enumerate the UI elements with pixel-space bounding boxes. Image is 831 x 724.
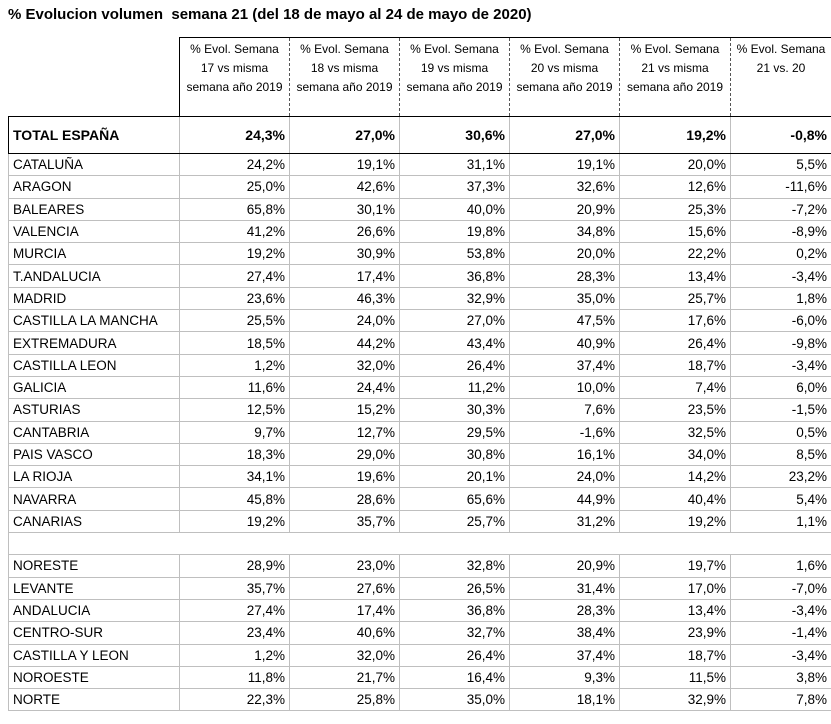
region-row-label: CATALUÑA [9, 154, 180, 176]
region-row-label: PAIS VASCO [9, 443, 180, 465]
table-cell: 65,8% [180, 198, 290, 220]
table-cell: 26,4% [400, 644, 510, 666]
region-row-label: LA RIOJA [9, 466, 180, 488]
region-row-label: CANARIAS [9, 510, 180, 532]
table-cell: 5,4% [731, 488, 831, 510]
table-cell: 53,8% [400, 243, 510, 265]
header-week-17: % Evol. Semana 17 vs misma semana año 2019 [180, 38, 290, 117]
table-cell: 45,8% [180, 488, 290, 510]
table-cell: 44,9% [510, 488, 620, 510]
header-corner [9, 38, 180, 117]
table-cell: 19,8% [400, 220, 510, 242]
total-value: 24,3% [180, 117, 290, 154]
table-cell: 35,7% [290, 510, 400, 532]
region-row-label: BALEARES [9, 198, 180, 220]
spacer-cell [620, 533, 731, 555]
zone-row-label: NORTE [9, 689, 180, 711]
table-cell: 1,1% [731, 510, 831, 532]
table-cell: 24,2% [180, 154, 290, 176]
table-cell: 0,2% [731, 243, 831, 265]
table-cell: 31,4% [510, 577, 620, 599]
table-cell: 12,5% [180, 399, 290, 421]
table-cell: 31,1% [400, 154, 510, 176]
table-cell: 26,4% [400, 354, 510, 376]
table-cell: 19,1% [290, 154, 400, 176]
table-cell: 18,7% [620, 644, 731, 666]
region-row [9, 354, 831, 376]
table-cell: 6,0% [731, 376, 831, 398]
table-cell: 44,2% [290, 332, 400, 354]
table-cell: 19,6% [290, 466, 400, 488]
table-cell: 22,2% [620, 243, 731, 265]
table-cell: 26,5% [400, 577, 510, 599]
total-value: 27,0% [290, 117, 400, 154]
table-cell: 25,3% [620, 198, 731, 220]
table-cell: 35,7% [180, 577, 290, 599]
region-row-label: MURCIA [9, 243, 180, 265]
table-cell: 9,3% [510, 666, 620, 688]
table-cell: 11,2% [400, 376, 510, 398]
table-cell: 18,5% [180, 332, 290, 354]
table-cell: 23,5% [620, 399, 731, 421]
table-cell: 3,8% [731, 666, 831, 688]
table-cell: 27,4% [180, 265, 290, 287]
region-row [9, 466, 831, 488]
region-row [9, 488, 831, 510]
page-title: % Evolucion volumen semana 21 (del 18 de mayo al 24 de mayo de 2020) [8, 6, 532, 23]
table-cell: 46,3% [290, 287, 400, 309]
spacer-cell [180, 533, 290, 555]
table-cell: 29,5% [400, 421, 510, 443]
table-cell: 32,8% [400, 555, 510, 577]
table-cell: 1,6% [731, 555, 831, 577]
header-week-19: % Evol. Semana 19 vs misma semana año 2019 [400, 38, 510, 117]
table-cell: 42,6% [290, 176, 400, 198]
table-cell: 23,0% [290, 555, 400, 577]
table-cell: 17,4% [290, 265, 400, 287]
table-cell: 35,0% [510, 287, 620, 309]
region-row [9, 154, 831, 176]
table-cell: 19,2% [620, 510, 731, 532]
spacer-cell [731, 533, 831, 555]
spacer-cell [9, 533, 180, 555]
total-row [9, 117, 831, 154]
table-cell: 18,1% [510, 689, 620, 711]
zone-row [9, 599, 831, 621]
table-cell: 10,0% [510, 376, 620, 398]
zone-row-label: CASTILLA Y LEON [9, 644, 180, 666]
table-cell: 20,0% [620, 154, 731, 176]
zone-row [9, 577, 831, 599]
table-cell: 25,7% [620, 287, 731, 309]
table-cell: 20,9% [510, 555, 620, 577]
table-cell: 5,5% [731, 154, 831, 176]
table-cell: 9,7% [180, 421, 290, 443]
region-row [9, 399, 831, 421]
table-cell: 25,8% [290, 689, 400, 711]
table-cell: 13,4% [620, 265, 731, 287]
table-cell: 1,8% [731, 287, 831, 309]
region-row-label: CASTILLA LA MANCHA [9, 310, 180, 332]
table-cell: 1,2% [180, 354, 290, 376]
total-value: 30,6% [400, 117, 510, 154]
table-cell: 32,9% [620, 689, 731, 711]
table-cell: 30,9% [290, 243, 400, 265]
table-cell: -1,4% [731, 622, 831, 644]
table-cell: -11,6% [731, 176, 831, 198]
zone-row [9, 666, 831, 688]
region-row [9, 510, 831, 532]
table-cell: 23,2% [731, 466, 831, 488]
table-cell: 7,8% [731, 689, 831, 711]
table-cell: 35,0% [400, 689, 510, 711]
spacer-cell [510, 533, 620, 555]
table-cell: 27,6% [290, 577, 400, 599]
table-cell: -6,0% [731, 310, 831, 332]
table-cell: 25,0% [180, 176, 290, 198]
table-cell: 28,3% [510, 265, 620, 287]
region-row-label: ARAGON [9, 176, 180, 198]
table-cell: 32,0% [290, 354, 400, 376]
total-label: TOTAL ESPAÑA [9, 117, 180, 154]
table-cell: 47,5% [510, 310, 620, 332]
table-cell: 7,6% [510, 399, 620, 421]
zone-row-label: LEVANTE [9, 577, 180, 599]
table-cell: 32,6% [510, 176, 620, 198]
region-row [9, 176, 831, 198]
table-cell: -1,6% [510, 421, 620, 443]
table-cell: -3,4% [731, 599, 831, 621]
table-cell: 30,8% [400, 443, 510, 465]
table-cell: 1,2% [180, 644, 290, 666]
table-cell: 20,1% [400, 466, 510, 488]
table-cell: 40,4% [620, 488, 731, 510]
table-cell: 23,4% [180, 622, 290, 644]
table-cell: 65,6% [400, 488, 510, 510]
table-cell: 41,2% [180, 220, 290, 242]
table-cell: 19,1% [510, 154, 620, 176]
table-cell: 29,0% [290, 443, 400, 465]
table-cell: 36,8% [400, 265, 510, 287]
table-cell: -7,2% [731, 198, 831, 220]
region-row [9, 310, 831, 332]
table-cell: 23,6% [180, 287, 290, 309]
region-row-label: CASTILLA LEON [9, 354, 180, 376]
region-row [9, 421, 831, 443]
region-row [9, 376, 831, 398]
table-cell: 37,4% [510, 354, 620, 376]
table-cell: 40,9% [510, 332, 620, 354]
zone-row-label: CENTRO-SUR [9, 622, 180, 644]
table-cell: 24,0% [290, 310, 400, 332]
region-row [9, 443, 831, 465]
table-cell: 18,3% [180, 443, 290, 465]
table-cell: 17,4% [290, 599, 400, 621]
table-cell: 32,5% [620, 421, 731, 443]
table-cell: 27,0% [400, 310, 510, 332]
region-row-label: ASTURIAS [9, 399, 180, 421]
table-cell: 12,6% [620, 176, 731, 198]
table-cell: 14,2% [620, 466, 731, 488]
zone-row [9, 644, 831, 666]
table-cell: 19,7% [620, 555, 731, 577]
table-cell: 11,6% [180, 376, 290, 398]
table-cell: 7,4% [620, 376, 731, 398]
table-cell: 20,9% [510, 198, 620, 220]
table-cell: -9,8% [731, 332, 831, 354]
table-cell: 38,4% [510, 622, 620, 644]
table-cell: 0,5% [731, 421, 831, 443]
table-cell: 43,4% [400, 332, 510, 354]
table-cell: -7,0% [731, 577, 831, 599]
table-cell: 36,8% [400, 599, 510, 621]
table-cell: 30,3% [400, 399, 510, 421]
table-cell: 37,4% [510, 644, 620, 666]
table-cell: 19,2% [180, 510, 290, 532]
total-value: 27,0% [510, 117, 620, 154]
zone-row-label: ANDALUCIA [9, 599, 180, 621]
table-cell: 34,8% [510, 220, 620, 242]
region-row-label: EXTREMADURA [9, 332, 180, 354]
evolution-table [8, 37, 831, 711]
table-cell: 17,0% [620, 577, 731, 599]
region-row [9, 198, 831, 220]
header-week-21: % Evol. Semana 21 vs misma semana año 2019 [620, 38, 731, 117]
table-cell: 26,4% [620, 332, 731, 354]
table-cell: 32,0% [290, 644, 400, 666]
table-cell: 34,0% [620, 443, 731, 465]
table-cell: 28,6% [290, 488, 400, 510]
spacer-cell [400, 533, 510, 555]
table-cell: -3,4% [731, 354, 831, 376]
table-cell: 11,8% [180, 666, 290, 688]
header-row [9, 38, 831, 117]
table-cell: 8,5% [731, 443, 831, 465]
table-cell: -1,5% [731, 399, 831, 421]
table-cell: 23,9% [620, 622, 731, 644]
table-cell: 40,6% [290, 622, 400, 644]
header-week-20: % Evol. Semana 20 vs misma semana año 2019 [510, 38, 620, 117]
table-cell: 26,6% [290, 220, 400, 242]
table-cell: 24,4% [290, 376, 400, 398]
table-cell: 18,7% [620, 354, 731, 376]
table-cell: 25,5% [180, 310, 290, 332]
table-cell: 12,7% [290, 421, 400, 443]
zone-row [9, 689, 831, 711]
table-cell: 11,5% [620, 666, 731, 688]
table-cell: 32,9% [400, 287, 510, 309]
table-cell: -3,4% [731, 265, 831, 287]
zone-row [9, 622, 831, 644]
table-cell: -3,4% [731, 644, 831, 666]
region-row-label: NAVARRA [9, 488, 180, 510]
zone-row [9, 555, 831, 577]
region-row [9, 265, 831, 287]
zone-row-label: NOROESTE [9, 666, 180, 688]
table-cell: 37,3% [400, 176, 510, 198]
spacer-cell [290, 533, 400, 555]
table-cell: 15,2% [290, 399, 400, 421]
table-cell: 21,7% [290, 666, 400, 688]
table-cell: 13,4% [620, 599, 731, 621]
region-row-label: GALICIA [9, 376, 180, 398]
table-cell: 22,3% [180, 689, 290, 711]
total-value: -0,8% [731, 117, 831, 154]
table-cell: 24,0% [510, 466, 620, 488]
table-cell: 17,6% [620, 310, 731, 332]
region-row-label: T.ANDALUCIA [9, 265, 180, 287]
spacer-row [9, 533, 831, 555]
table-cell: 20,0% [510, 243, 620, 265]
region-row-label: MADRID [9, 287, 180, 309]
table-cell: -8,9% [731, 220, 831, 242]
table-cell: 34,1% [180, 466, 290, 488]
region-row [9, 243, 831, 265]
region-row [9, 287, 831, 309]
region-row-label: VALENCIA [9, 220, 180, 242]
table-cell: 40,0% [400, 198, 510, 220]
total-value: 19,2% [620, 117, 731, 154]
zone-row-label: NORESTE [9, 555, 180, 577]
header-week-21-vs-20: % Evol. Semana 21 vs. 20 [731, 38, 831, 117]
table-cell: 16,1% [510, 443, 620, 465]
table-cell: 28,9% [180, 555, 290, 577]
table-cell: 32,7% [400, 622, 510, 644]
table-cell: 15,6% [620, 220, 731, 242]
region-row-label: CANTABRIA [9, 421, 180, 443]
table-cell: 30,1% [290, 198, 400, 220]
table-cell: 16,4% [400, 666, 510, 688]
table-cell: 19,2% [180, 243, 290, 265]
region-row [9, 220, 831, 242]
region-row [9, 332, 831, 354]
table-cell: 25,7% [400, 510, 510, 532]
header-week-18: % Evol. Semana 18 vs misma semana año 2019 [290, 38, 400, 117]
table-cell: 27,4% [180, 599, 290, 621]
table-cell: 31,2% [510, 510, 620, 532]
table-cell: 28,3% [510, 599, 620, 621]
